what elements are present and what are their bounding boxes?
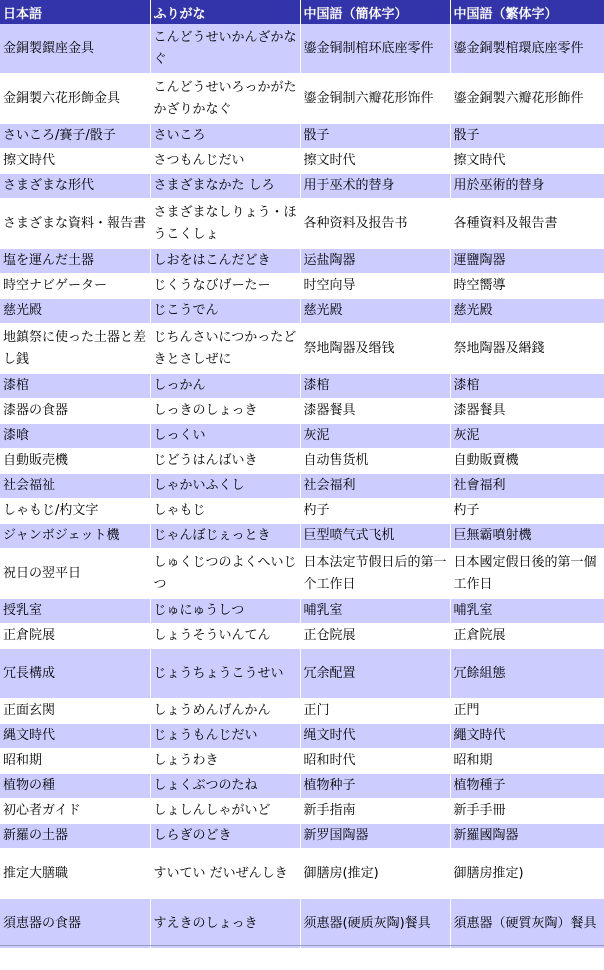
cell-chinese-simplified: 自动售货机 (300, 449, 450, 474)
cell-chinese-traditional: 骰子 (450, 124, 604, 149)
cell-furigana: すいてい だいぜんしき (150, 849, 300, 899)
cell-chinese-simplified: 须惠器(硬质灰陶)餐具 (300, 899, 450, 949)
cell-japanese: 擦文時代 (0, 149, 150, 174)
cell-chinese-simplified: 哺乳室 (300, 599, 450, 624)
cell-furigana: じくうなびげーたー (150, 274, 300, 299)
cell-chinese-simplified: 慈光殿 (300, 299, 450, 324)
cell-japanese: 須恵器の食器 (0, 899, 150, 949)
header-japanese: 日本語 (0, 0, 150, 24)
cell-japanese: さまざまな形代 (0, 174, 150, 199)
cell-chinese-traditional: 慈光殿 (450, 299, 604, 324)
cell-japanese: 金銅製六花形飾金具 (0, 74, 150, 124)
cell-chinese-simplified: 巨型喷气式飞机 (300, 524, 450, 549)
table-row (0, 724, 604, 749)
cell-chinese-simplified: 日本法定节假日后的第一个工作日 (300, 549, 450, 599)
cell-japanese: 推定大膳職 (0, 849, 150, 899)
cell-chinese-simplified: 各种资料及报告书 (300, 199, 450, 249)
cell-japanese: 自動販売機 (0, 449, 150, 474)
cell-furigana: しっかん (150, 374, 300, 399)
table-row (0, 174, 604, 199)
table-row (0, 699, 604, 724)
cell-furigana: じゃんぼじぇっとき (150, 524, 300, 549)
table-row (0, 249, 604, 274)
table-row (0, 849, 604, 899)
cell-chinese-simplified: 漆器餐具 (300, 399, 450, 424)
cell-chinese-traditional: 擦文時代 (450, 149, 604, 174)
cell-furigana: じょうもんじだい (150, 724, 300, 749)
table-row (0, 824, 604, 849)
table-row (0, 74, 604, 124)
cell-japanese: 社会福祉 (0, 474, 150, 499)
cell-chinese-simplified: 新罗国陶器 (300, 824, 450, 849)
table-row (0, 474, 604, 499)
cell-chinese-simplified: 冗余配置 (300, 649, 450, 699)
cell-chinese-simplified: 社会福利 (300, 474, 450, 499)
cell-furigana: しょうわき (150, 749, 300, 774)
cell-japanese: 時空ナビゲーター (0, 274, 150, 299)
cell-chinese-simplified: 鎏金铜制六瓣花形饰件 (300, 74, 450, 124)
cell-furigana: さつもんじだい (150, 149, 300, 174)
table-row (0, 599, 604, 624)
cell-chinese-traditional: 須惠器（硬質灰陶）餐具 (450, 899, 604, 949)
table-row (0, 549, 604, 599)
cell-japanese: 授乳室 (0, 599, 150, 624)
cell-chinese-simplified: 昭和时代 (300, 749, 450, 774)
cell-furigana: さまざまなかた しろ (150, 174, 300, 199)
header-chinese-simplified: 中国語（簡体字） (300, 0, 450, 24)
cell-chinese-simplified: 杓子 (300, 499, 450, 524)
cell-chinese-traditional: 漆棺 (450, 374, 604, 399)
cell-furigana: しゃもじ (150, 499, 300, 524)
table-row (0, 274, 604, 299)
cell-chinese-traditional: 漆器餐具 (450, 399, 604, 424)
cell-furigana: こんどうせいろっかがたかざりかなぐ (150, 74, 300, 124)
header-furigana: ふりがな (150, 0, 300, 24)
cell-chinese-simplified: 灰泥 (300, 424, 450, 449)
cell-furigana: じょうちょうこうせい (150, 649, 300, 699)
table-row (0, 524, 604, 549)
cell-chinese-traditional: 哺乳室 (450, 599, 604, 624)
cell-chinese-simplified: 擦文时代 (300, 149, 450, 174)
cell-japanese: 正面玄関 (0, 699, 150, 724)
cell-chinese-traditional: 鎏金銅製棺環底座零件 (450, 24, 604, 74)
table-row (0, 899, 604, 949)
cell-furigana: しゃかいふくし (150, 474, 300, 499)
cell-japanese: 昭和期 (0, 749, 150, 774)
cell-japanese: 植物の種 (0, 774, 150, 799)
cell-chinese-simplified: 漆棺 (300, 374, 450, 399)
cell-furigana: こんどうせいかんざかなぐ (150, 24, 300, 74)
cell-chinese-traditional: 社會福利 (450, 474, 604, 499)
cell-japanese: 新羅の土器 (0, 824, 150, 849)
cell-japanese: 漆喰 (0, 424, 150, 449)
cell-furigana: じどうはんばいき (150, 449, 300, 474)
cell-chinese-traditional: 運鹽陶器 (450, 249, 604, 274)
cell-furigana: じゅにゅうしつ (150, 599, 300, 624)
table-row (0, 424, 604, 449)
cell-japanese: 金銅製鐶座金具 (0, 24, 150, 74)
table-row (0, 299, 604, 324)
table-row (0, 774, 604, 799)
table-row (0, 449, 604, 474)
table-row (0, 749, 604, 774)
cell-chinese-simplified: 植物种子 (300, 774, 450, 799)
table-row (0, 24, 604, 74)
cell-chinese-traditional: 時空嚮導 (450, 274, 604, 299)
cell-japanese: 地鎮祭に使った土器と差し銭 (0, 324, 150, 374)
cell-furigana: しょくぶつのたね (150, 774, 300, 799)
cell-furigana: しっくい (150, 424, 300, 449)
cell-chinese-traditional: 新羅國陶器 (450, 824, 604, 849)
cell-furigana: しっきのしょっき (150, 399, 300, 424)
cell-furigana: じちんさいにつかったどきとさしぜに (150, 324, 300, 374)
cell-japanese: 縄文時代 (0, 724, 150, 749)
cell-furigana: さまざまなしりょう・ほうこくしょ (150, 199, 300, 249)
cell-chinese-simplified: 时空向导 (300, 274, 450, 299)
cell-furigana: しらぎのどき (150, 824, 300, 849)
table-bottom-rule (0, 945, 604, 946)
cell-japanese: 慈光殿 (0, 299, 150, 324)
cell-furigana: すえきのしょっき (150, 899, 300, 949)
cell-furigana: しょうそういんてん (150, 624, 300, 649)
cell-chinese-simplified: 运盐陶器 (300, 249, 450, 274)
cell-chinese-traditional: 植物種子 (450, 774, 604, 799)
cell-japanese: 冗長構成 (0, 649, 150, 699)
cell-chinese-traditional: 正門 (450, 699, 604, 724)
cell-chinese-simplified: 用于巫术的替身 (300, 174, 450, 199)
cell-chinese-simplified: 骰子 (300, 124, 450, 149)
cell-chinese-traditional: 昭和期 (450, 749, 604, 774)
cell-chinese-traditional: 鎏金銅製六瓣花形飾件 (450, 74, 604, 124)
cell-chinese-simplified: 御膳房(推定) (300, 849, 450, 899)
cell-furigana: しょうめんげんかん (150, 699, 300, 724)
cell-japanese: しゃもじ/杓文字 (0, 499, 150, 524)
table-row (0, 624, 604, 649)
table-row (0, 199, 604, 249)
cell-chinese-traditional: 自動販賣機 (450, 449, 604, 474)
table-row (0, 324, 604, 374)
cell-chinese-traditional: 祭地陶器及緡錢 (450, 324, 604, 374)
table-row (0, 149, 604, 174)
table-row (0, 799, 604, 824)
cell-chinese-traditional: 巨無霸噴射機 (450, 524, 604, 549)
cell-japanese: 漆棺 (0, 374, 150, 399)
cell-chinese-simplified: 绳文时代 (300, 724, 450, 749)
table-row (0, 399, 604, 424)
cell-chinese-traditional: 繩文時代 (450, 724, 604, 749)
cell-furigana: しょしんしゃがいど (150, 799, 300, 824)
header-row (0, 0, 604, 24)
cell-chinese-simplified: 祭地陶器及缗钱 (300, 324, 450, 374)
cell-furigana: しおをはこんだどき (150, 249, 300, 274)
cell-furigana: じこうでん (150, 299, 300, 324)
cell-japanese: さまざまな資料・報告書 (0, 199, 150, 249)
cell-japanese: 漆器の食器 (0, 399, 150, 424)
cell-japanese: 祝日の翌平日 (0, 549, 150, 599)
table-body (0, 24, 604, 949)
cell-chinese-traditional: 正倉院展 (450, 624, 604, 649)
table-row (0, 499, 604, 524)
cell-chinese-traditional: 日本國定假日後的第一個工作日 (450, 549, 604, 599)
table-row (0, 374, 604, 399)
cell-chinese-traditional: 新手手冊 (450, 799, 604, 824)
cell-japanese: 塩を運んだ土器 (0, 249, 150, 274)
cell-chinese-traditional: 用於巫術的替身 (450, 174, 604, 199)
cell-chinese-simplified: 鎏金铜制棺环底座零件 (300, 24, 450, 74)
cell-chinese-traditional: 灰泥 (450, 424, 604, 449)
cell-chinese-simplified: 正仓院展 (300, 624, 450, 649)
cell-japanese: さいころ/賽子/骰子 (0, 124, 150, 149)
table-row (0, 649, 604, 699)
cell-chinese-simplified: 新手指南 (300, 799, 450, 824)
cell-furigana: さいころ (150, 124, 300, 149)
cell-chinese-simplified: 正门 (300, 699, 450, 724)
table-row (0, 124, 604, 149)
cell-chinese-traditional: 各種資料及報告書 (450, 199, 604, 249)
cell-japanese: 初心者ガイド (0, 799, 150, 824)
table-header (0, 0, 604, 24)
cell-japanese: ジャンボジェット機 (0, 524, 150, 549)
cell-japanese: 正倉院展 (0, 624, 150, 649)
header-chinese-traditional: 中国語（繁体字） (450, 0, 604, 24)
cell-furigana: しゅくじつのよくへいじつ (150, 549, 300, 599)
cell-chinese-traditional: 杓子 (450, 499, 604, 524)
cell-chinese-traditional: 御膳房推定) (450, 849, 604, 899)
cell-chinese-traditional: 冗餘組態 (450, 649, 604, 699)
